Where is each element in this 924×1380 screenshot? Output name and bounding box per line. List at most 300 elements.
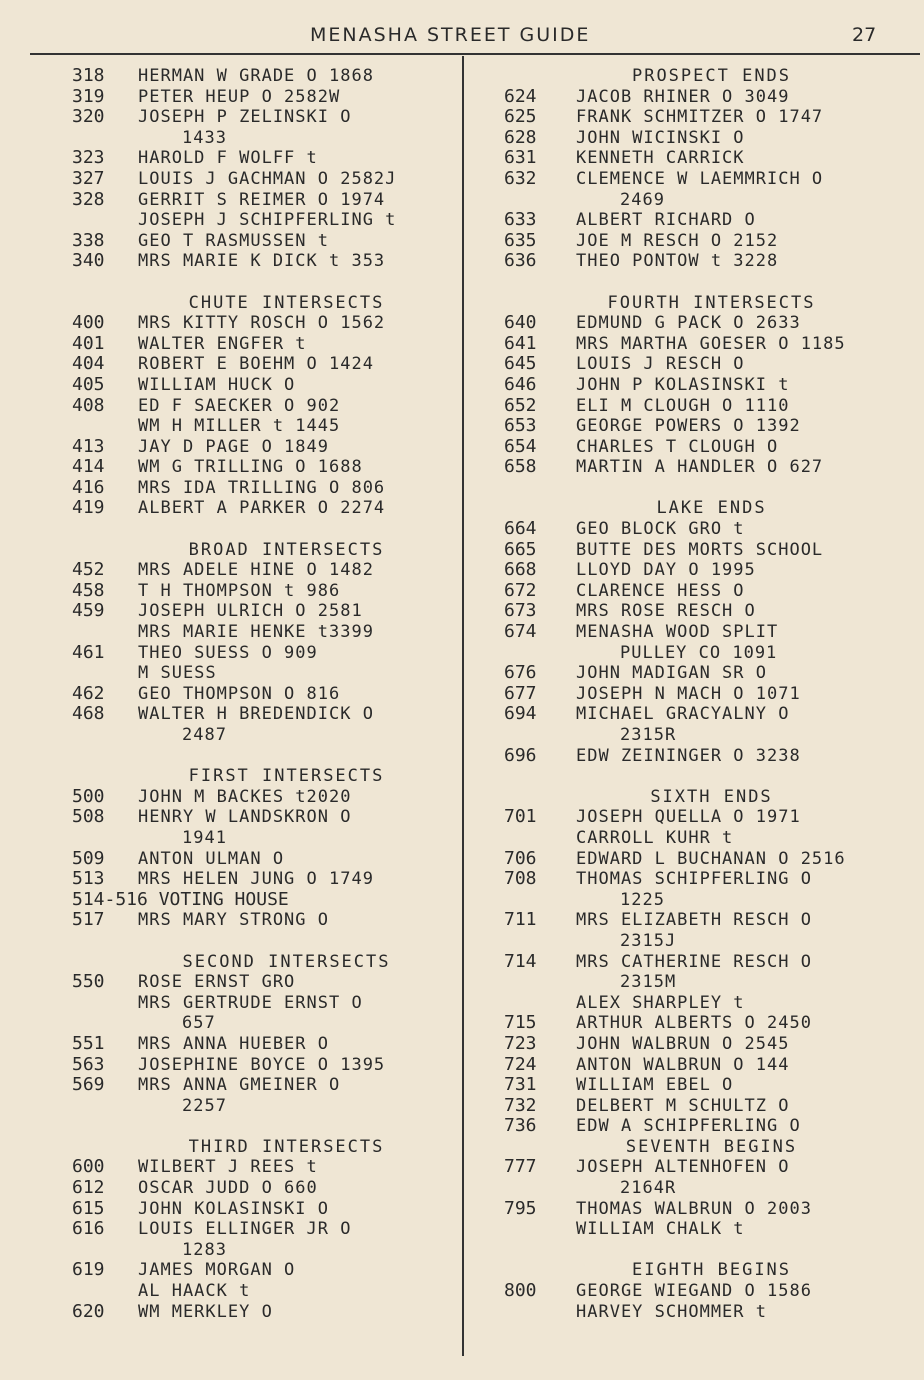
directory-entry [504,334,919,355]
entry-continuation [504,931,919,952]
house-number: 323 [72,147,105,169]
directory-entry [72,251,457,272]
resident-name: JOE M RESCH O 2152 [576,230,779,251]
house-number: 795 [504,1197,537,1219]
directory-entry [72,1157,457,1178]
directory-entry [504,1116,919,1137]
directory-entry [72,478,457,499]
directory-entry [504,1075,919,1096]
resident-name: JOSEPH P ZELINSKI O [138,107,352,128]
directory-entry [72,148,457,169]
directory-entry [72,416,457,437]
house-number: 624 [504,85,537,107]
spacer [72,519,457,540]
resident-name: THEO SUESS O 909 [138,642,318,663]
resident-name: CHARLES T CLOUGH O [576,436,779,457]
entry-continuation [504,972,919,993]
house-number: 636 [504,250,537,272]
resident-name: FRANK SCHMITZER O 1747 [576,107,824,128]
directory-entry [72,498,457,519]
resident-name: MARTIN A HANDLER O 627 [576,457,824,478]
continuation-text: 2487 [182,725,227,745]
resident-name: JOSEPH J SCHIPFERLING t [138,210,397,231]
resident-name: JOSEPH QUELLA O 1971 [576,807,801,828]
spacer [504,1240,919,1261]
directory-entry [504,663,919,684]
house-number: 338 [72,229,105,251]
house-number: 632 [504,167,537,189]
continuation-text: 2315R [620,725,677,745]
directory-entry [72,190,457,211]
house-number: 640 [504,312,537,334]
directory-entry [72,375,457,396]
directory-entry [504,457,919,478]
spacer [504,478,919,499]
resident-name: WILLIAM CHALK t [576,1219,745,1240]
house-number: 620 [72,1300,105,1322]
entry-continuation [72,1096,457,1117]
house-number: 468 [72,703,105,725]
resident-name: LOUIS J GACHMAN O 2582J [138,168,397,189]
directory-entry [72,704,457,725]
resident-name: ROBERT E BOEHM O 1424 [138,354,374,375]
house-number: 600 [72,1156,105,1178]
resident-name: JOHN M BACKES t2020 [138,786,352,807]
spacer [72,931,457,952]
resident-name: ANTON WALBRUN O 144 [576,1054,790,1075]
continuation-text: 1225 [620,889,665,910]
spacer [72,746,457,767]
entry-continuation [72,725,457,746]
house-number: 641 [504,332,537,354]
house-number: 668 [504,559,537,581]
house-number: 694 [504,703,537,725]
directory-entry [504,581,919,602]
directory-entry [504,1157,919,1178]
house-number: 569 [72,1074,105,1096]
house-number: 458 [72,579,105,601]
spacer [504,272,919,293]
section-heading: SECOND INTERSECTS [182,951,391,972]
directory-entry [72,1219,457,1240]
directory-entry [72,622,457,643]
house-number: 459 [72,600,105,622]
resident-name: WALTER H BREDENDICK O [138,704,374,725]
directory-entry [72,1075,457,1096]
directory-entry [504,993,919,1014]
section-heading: PROSPECT ENDS [631,66,792,86]
house-number: 320 [72,106,105,128]
directory-entry [504,87,919,108]
resident-name: GEORGE POWERS O 1392 [576,416,801,437]
directory-entry [504,704,919,725]
resident-name: WALTER ENGFER t [138,333,307,354]
directory-entry [72,1178,457,1199]
resident-name: T H THOMPSON t 986 [138,580,341,601]
resident-name: EDW ZEININGER O 3238 [576,745,801,766]
house-number: 401 [72,332,105,354]
directory-entry [504,849,919,870]
directory-entry [72,66,457,87]
house-number: 461 [72,641,105,663]
house-number: 672 [504,579,537,601]
resident-name: KENNETH CARRICK [576,148,745,169]
section-heading: BROAD INTERSECTS [188,539,385,560]
resident-name: ED F SAECKER O 902 [138,395,341,416]
resident-name: WM G TRILLING O 1688 [138,457,363,478]
directory-entry [504,684,919,705]
directory-entry [504,313,919,334]
house-number: 318 [72,65,105,86]
directory-entry [504,622,919,643]
directory-entry [72,107,457,128]
house-number: 665 [504,538,537,560]
continuation-text: 1283 [182,1239,227,1260]
spacer [72,1116,457,1137]
house-number: 645 [504,353,537,375]
continuation-text: 1433 [182,127,227,148]
resident-name: THOMAS SCHIPFERLING O [576,869,812,890]
resident-name: BUTTE DES MORTS SCHOOL [576,539,824,560]
resident-name: ANTON ULMAN O [138,848,285,869]
resident-name: MRS ROSE RESCH O [576,601,756,622]
resident-name: MRS MARIE HENKE t3399 [138,622,374,643]
resident-name: THEO PONTOW t 3228 [576,251,779,272]
section-heading: LAKE ENDS [656,498,767,519]
directory-entry [504,1219,919,1240]
house-number: 664 [504,518,537,540]
directory-entry [72,437,457,458]
continuation-text: 1941 [182,827,227,848]
house-number: 625 [504,106,537,128]
resident-name: GERRIT S REIMER O 1974 [138,189,386,210]
directory-entry [72,1034,457,1055]
directory-entry [504,375,919,396]
house-number: 628 [504,126,537,148]
resident-name: JOHN KOLASINSKI O [138,1198,329,1219]
directory-entry [72,581,457,602]
house-number: 654 [504,435,537,457]
directory-entry [72,396,457,417]
house-number: 706 [504,847,537,869]
directory-entry [72,313,457,334]
house-number: 652 [504,394,537,416]
directory-entry [504,128,919,149]
house-number: 452 [72,559,105,581]
entry-continuation [72,1240,457,1261]
section-heading: FOURTH INTERSECTS [607,292,816,313]
directory-entry [72,87,457,108]
resident-name: WILLIAM EBEL O [576,1075,734,1096]
directory-entry [504,807,919,828]
house-number: 633 [504,209,537,231]
resident-name: JOSEPHINE BOYCE O 1395 [138,1054,386,1075]
directory-entry [72,1199,457,1220]
resident-name: JOSEPH ALTENHOFEN O [576,1157,790,1178]
continuation-text: 2257 [182,1095,227,1116]
directory-entry [504,952,919,973]
resident-name: ARTHUR ALBERTS O 2450 [576,1013,812,1034]
entry-continuation [504,725,919,746]
house-number: 508 [72,806,105,828]
entry-continuation [504,890,919,911]
house-number: 800 [504,1280,537,1302]
directory-entry [72,1260,457,1281]
resident-name: GEORGE WIEGAND O 1586 [576,1281,812,1302]
house-number: 677 [504,682,537,704]
resident-name: JACOB RHINER O 3049 [576,86,790,107]
directory-entry [72,1281,457,1302]
directory-entry [72,807,457,828]
resident-name: MRS MARY STRONG O [138,910,329,931]
directory-entry [504,251,919,272]
resident-name: LLOYD DAY O 1995 [576,560,756,581]
resident-name: JOHN P KOLASINSKI t [576,374,790,395]
house-number: 777 [504,1156,537,1178]
directory-entry [504,169,919,190]
directory-entry [72,457,457,478]
resident-name: ELI M CLOUGH O 1110 [576,395,790,416]
house-number: 319 [72,85,105,107]
house-number: 635 [504,229,537,251]
directory-entry [504,231,919,252]
house-number: 711 [504,909,537,931]
resident-name: MICHAEL GRACYALNY O [576,704,790,725]
house-number: 462 [72,682,105,704]
resident-name: WILLIAM HUCK O [138,374,296,395]
directory-entry [504,540,919,561]
continuation-text: 2164R [620,1178,677,1199]
directory-entry [504,519,919,540]
resident-name: MENASHA WOOD SPLIT [576,622,779,643]
directory-entry [72,210,457,231]
house-number: 405 [72,373,105,395]
house-number: 563 [72,1053,105,1075]
house-number: 328 [72,188,105,210]
house-number: 509 [72,847,105,869]
directory-entry [504,1055,919,1076]
resident-name: MRS MARTHA GOESER O 1185 [576,333,846,354]
directory-entry [72,849,457,870]
house-number: 724 [504,1053,537,1075]
spacer [504,766,919,787]
directory-entry [72,334,457,355]
house-number: 500 [72,785,105,807]
resident-name: MRS ANNA HUEBER O [138,1033,329,1054]
house-number: 731 [504,1074,537,1096]
directory-entry [72,354,457,375]
directory-entry [504,1281,919,1302]
resident-name: ALBERT A PARKER O 2274 [138,498,386,519]
directory-entry [504,1013,919,1034]
house-number: 404 [72,353,105,375]
resident-name: JOHN MADIGAN SR O [576,663,767,684]
page-header [0,0,924,54]
house-number: 674 [504,621,537,643]
resident-name: MRS GERTRUDE ERNST O [138,992,363,1013]
entry-continuation [72,828,457,849]
directory-entry [504,416,919,437]
page-number: 27 [852,24,877,46]
directory-entry [72,1055,457,1076]
resident-name: ALEX SHARPLEY t [576,992,745,1013]
continuation-text: 2469 [620,189,665,210]
house-number: 550 [72,971,105,993]
resident-name: CARROLL KUHR t [576,827,734,848]
resident-name: GEO T RASMUSSEN t [138,230,329,251]
directory-entry [72,972,457,993]
resident-name: EDWARD L BUCHANAN O 2516 [576,848,846,869]
resident-name: MRS ANNA GMEINER O [138,1075,341,1096]
house-number: 414 [72,456,105,478]
resident-name: MRS IDA TRILLING O 806 [138,477,386,498]
resident-name: AL HAACK t [138,1281,251,1302]
resident-name: EDW A SCHIPFERLING O [576,1116,801,1137]
resident-name: PETER HEUP O 2582W [138,86,341,107]
house-number: 673 [504,600,537,622]
resident-name: GEO THOMPSON O 816 [138,683,341,704]
resident-name: THOMAS WALBRUN O 2003 [576,1198,812,1219]
resident-name: JAMES MORGAN O [138,1260,296,1281]
resident-name: HERMAN W GRADE O 1868 [138,66,374,86]
column-divider [462,56,464,1356]
right-column [504,66,919,1322]
resident-name: JAY D PAGE O 1849 [138,436,329,457]
house-number: 723 [504,1032,537,1054]
directory-entry [72,993,457,1014]
directory-entry [504,1199,919,1220]
resident-name: CLARENCE HESS O [576,580,745,601]
resident-name: JOHN WALBRUN O 2545 [576,1033,790,1054]
house-number: 612 [72,1177,105,1199]
house-number: 714 [504,950,537,972]
header-divider [30,53,920,55]
spacer [72,272,457,293]
house-number: 408 [72,394,105,416]
directory-entry [504,148,919,169]
directory-entry [504,746,919,767]
house-number: 413 [72,435,105,457]
resident-name: MRS CATHERINE RESCH O [576,951,812,972]
resident-name: ROSE ERNST GRO [138,972,296,993]
resident-name: M SUESS [138,663,217,684]
resident-name: LOUIS ELLINGER JR O [138,1219,352,1240]
resident-name: JOSEPH ULRICH O 2581 [138,601,363,622]
directory-entry [72,1302,457,1323]
house-number: 551 [72,1032,105,1054]
house-number: 653 [504,415,537,437]
resident-name: OSCAR JUDD O 660 [138,1178,318,1199]
house-number: 517 [72,909,105,931]
entry-continuation [72,1013,457,1034]
page-title: MENASHA STREET GUIDE [310,24,591,46]
resident-name: HARVEY SCHOMMER t [576,1301,767,1322]
left-column [72,66,457,1322]
directory-entry [504,1302,919,1323]
directory-entry [72,787,457,808]
house-number: 419 [72,497,105,519]
directory-entry [504,869,919,890]
house-number: 696 [504,744,537,766]
house-number: 676 [504,662,537,684]
house-number: 513 [72,868,105,890]
house-number: 615 [72,1197,105,1219]
directory-entry [72,910,457,931]
continuation-text: PULLEY CO 1091 [620,642,778,663]
entry-continuation [72,128,457,149]
directory-entry [72,869,457,890]
house-number: 715 [504,1012,537,1034]
house-number: 619 [72,1259,105,1281]
house-number: 327 [72,167,105,189]
directory-entry [504,107,919,128]
resident-name: HENRY W LANDSKRON O [138,807,352,828]
house-number: 701 [504,806,537,828]
directory-entry [504,437,919,458]
section-heading: THIRD INTERSECTS [188,1136,385,1157]
house-number: 340 [72,250,105,272]
directory-entry-wide [72,890,457,911]
directory-entry [504,396,919,417]
continuation-text: 2315J [620,930,677,951]
house-number: 646 [504,373,537,395]
entry-continuation [504,1178,919,1199]
house-number: 658 [504,456,537,478]
directory-entry [504,828,919,849]
house-number: 616 [72,1218,105,1240]
directory-entry [504,560,919,581]
resident-name: MRS ADELE HINE O 1482 [138,560,374,581]
section-heading: EIGHTH BEGINS [631,1260,792,1281]
resident-name: MRS MARIE K DICK t 353 [138,251,386,272]
resident-name: EDMUND G PACK O 2633 [576,313,801,334]
directory-entry [72,663,457,684]
directory-entry [72,231,457,252]
directory-entry [72,601,457,622]
directory-entry [504,1034,919,1055]
house-number: 416 [72,476,105,498]
section-heading: SEVENTH BEGINS [625,1136,798,1157]
section-heading: SIXTH ENDS [650,786,773,807]
directory-entry [504,210,919,231]
resident-name: MRS KITTY ROSCH O 1562 [138,313,386,334]
section-heading: CHUTE INTERSECTS [188,292,385,313]
directory-entry [72,684,457,705]
resident-name: JOSEPH N MACH O 1071 [576,683,801,704]
resident-name: WM MERKLEY O [138,1301,273,1322]
house-number: 708 [504,868,537,890]
resident-name: MRS ELIZABETH RESCH O [576,910,812,931]
directory-entry [72,643,457,664]
house-number: 736 [504,1115,537,1137]
resident-name: GEO BLOCK GRO t [576,519,745,540]
continuation-text: 2315M [620,972,677,993]
resident-name: MRS HELEN JUNG O 1749 [138,869,374,890]
resident-name: WILBERT J REES t [138,1157,318,1178]
section-heading: FIRST INTERSECTS [188,766,385,787]
entry-continuation [504,643,919,664]
resident-name: DELBERT M SCHULTZ O [576,1095,790,1116]
resident-name: JOHN WICINSKI O [576,127,745,148]
directory-entry [504,601,919,622]
continuation-text: 657 [182,1013,216,1034]
entry-text: 514-516 VOTING HOUSE [72,888,289,910]
directory-entry [72,560,457,581]
house-number: 631 [504,147,537,169]
directory-entry [504,910,919,931]
resident-name: CLEMENCE W LAEMMRICH O [576,168,824,189]
directory-entry [72,169,457,190]
